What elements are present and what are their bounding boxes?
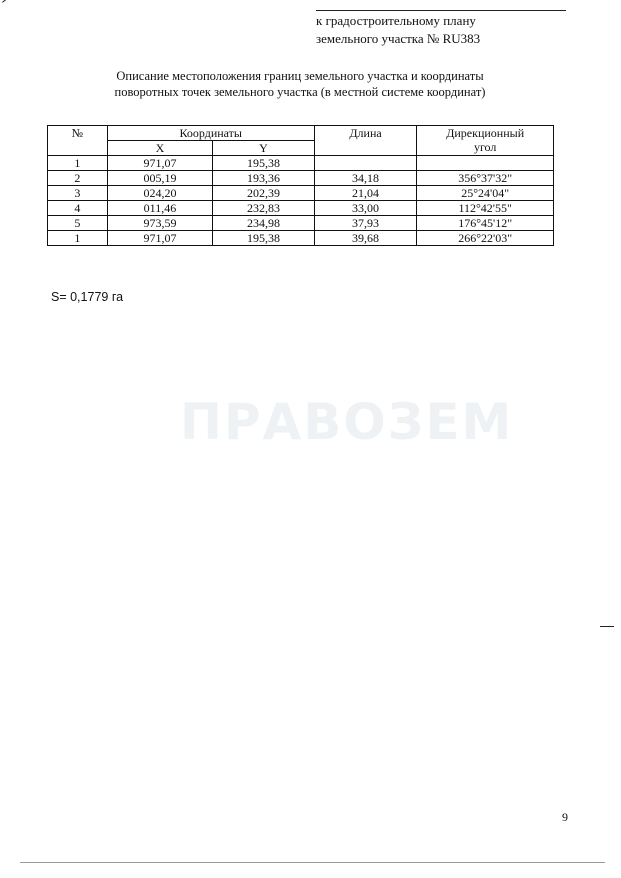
length-value: 37,93 (314, 216, 417, 231)
point-number: 1 (48, 231, 108, 246)
y-value: 232,83 (213, 201, 315, 216)
point-number: 1 (48, 156, 108, 171)
scan-edge-top-left (2, 0, 34, 3)
length-value: 34,18 (314, 171, 417, 186)
table-row (48, 171, 554, 186)
title-line-2: поворотных точек земельного участка (в местной системе координат) (114, 85, 486, 99)
title-line-1: Описание местоположения границ земельного участка и координаты (116, 69, 484, 83)
angle-value: 176°45'12" (417, 216, 554, 231)
x-value: 971,07 (107, 231, 213, 246)
angle-value: 266°22'03" (417, 231, 554, 246)
y-value: 234,98 (213, 216, 315, 231)
header-rule (316, 10, 566, 11)
page-number: 9 (562, 810, 568, 824)
table-row (48, 201, 554, 216)
point-number: 5 (48, 216, 108, 231)
length-value: 33,00 (314, 201, 417, 216)
angle-value (417, 156, 554, 171)
length-value: 21,04 (314, 186, 417, 201)
header-line-1: к градостроительному плану (316, 13, 476, 28)
table-row (48, 231, 554, 246)
document-title (60, 68, 540, 100)
header-angle (417, 126, 554, 156)
header-length: Длина (314, 126, 417, 156)
point-number: 3 (48, 186, 108, 201)
scan-edge-right (600, 626, 614, 627)
scan-edge-bottom (20, 862, 605, 863)
table-row (48, 216, 554, 231)
x-value: 024,20 (107, 186, 213, 201)
header-angle-line-1: Дирекционный (446, 126, 525, 140)
table-row (48, 186, 554, 201)
x-value: 973,59 (107, 216, 213, 231)
y-value: 195,38 (213, 156, 315, 171)
length-value (314, 156, 417, 171)
coordinates-table (47, 125, 554, 246)
x-value: 005,19 (107, 171, 213, 186)
header-number: № (48, 126, 108, 156)
point-number: 2 (48, 171, 108, 186)
header-line-2: земельного участка № RU383 (316, 31, 481, 46)
watermark: ПРАВОЗЕМ (180, 393, 514, 451)
y-value: 195,38 (213, 231, 315, 246)
table-row (48, 156, 554, 171)
header-coordinates: Координаты (107, 126, 314, 141)
angle-value: 112°42'55" (417, 201, 554, 216)
length-value: 39,68 (314, 231, 417, 246)
x-value: 011,46 (107, 201, 213, 216)
header-y: Y (213, 141, 315, 156)
angle-value: 356°37'32" (417, 171, 554, 186)
area-value: S= 0,1779 га (51, 290, 124, 304)
point-number: 4 (48, 201, 108, 216)
header-angle-line-2: угол (473, 140, 497, 154)
y-value: 193,36 (213, 171, 315, 186)
y-value: 202,39 (213, 186, 315, 201)
header-x: X (107, 141, 213, 156)
angle-value: 25°24'04" (417, 186, 554, 201)
x-value: 971,07 (107, 156, 213, 171)
